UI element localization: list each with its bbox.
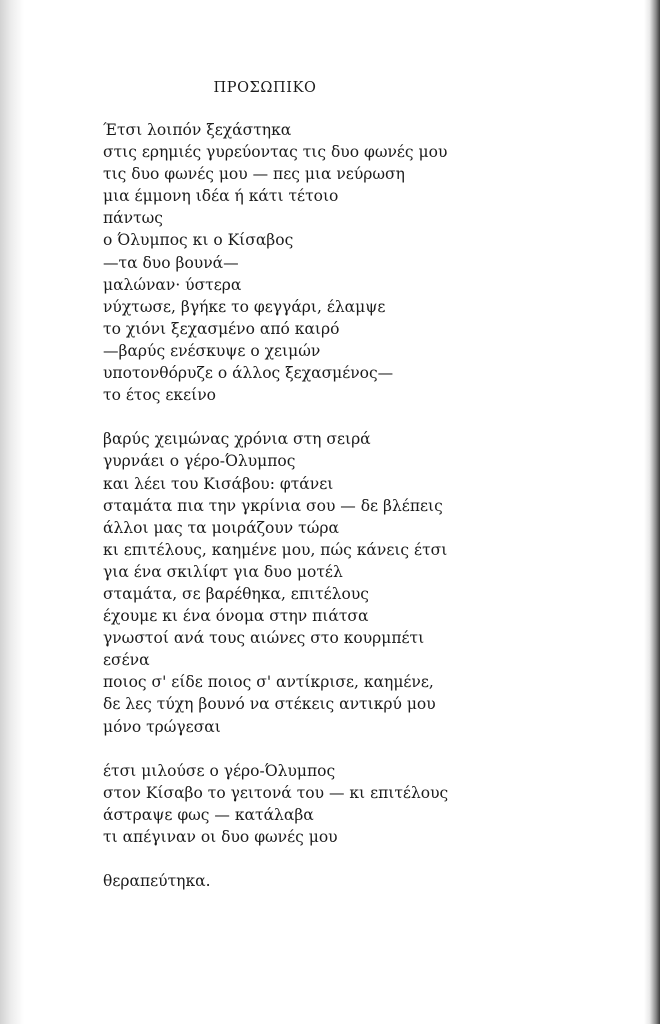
poem-line: —τα δυο βουνά— bbox=[103, 253, 239, 272]
poem-line: τις δυο φωνές μου — πες μια νεύρωση bbox=[103, 165, 405, 184]
poem-stanza bbox=[103, 119, 623, 406]
poem-line: πάντως bbox=[103, 209, 163, 228]
poem-line: —βαρύς ενέσκυψε ο χειμών bbox=[103, 341, 321, 360]
page-right-binding-edge bbox=[644, 0, 660, 1024]
poem-line: μια έμμονη ιδέα ή κάτι τέτοιο bbox=[103, 187, 339, 206]
poem-line: το χιόνι ξεχασμένο από καιρό bbox=[103, 319, 340, 338]
poem-line: γνωστοί ανά τους αιώνες στο κουρμπέτι bbox=[103, 629, 425, 648]
poem-line: δε λες τύχη βουνό να στέκεις αντικρύ μου bbox=[103, 695, 436, 714]
poem-line: κι επιτέλους, καημένε μου, πώς κάνεις έτσι bbox=[103, 540, 448, 559]
poem-stanza bbox=[103, 760, 623, 848]
page-left-shadow bbox=[0, 0, 24, 1024]
poem-stanza bbox=[103, 428, 623, 737]
poem-line: ο Όλυμπος κι ο Κίσαβος bbox=[103, 231, 294, 250]
poem-line: νύχτωσε, βγήκε το φεγγάρι, έλαμψε bbox=[103, 297, 386, 316]
poem-line: μόνο τρώγεσαι bbox=[103, 717, 221, 736]
poem-line: και λέει του Κισάβου: φτάνει bbox=[103, 474, 334, 493]
poem-line: στον Κίσαβο το γειτονά του — κι επιτέλους bbox=[103, 783, 449, 802]
poem-line: σταμάτα, σε βαρέθηκα, επιτέλους bbox=[103, 584, 369, 603]
poem-line: άστραψε φως — κατάλαβα bbox=[103, 805, 314, 824]
poem-stanza bbox=[103, 870, 623, 892]
poem-line: σταμάτα πια την γκρίνια σου — δε βλέπεις bbox=[103, 496, 443, 515]
poem-body bbox=[103, 119, 623, 892]
poem-line: υποτονθόρυζε ο άλλος ξεχασμένος— bbox=[103, 364, 394, 383]
poem-line: ποιος σ' είδε ποιος σ' αντίκρισε, καημένε, bbox=[103, 673, 434, 692]
poem-line: εσένα bbox=[103, 651, 150, 670]
poem-line: έτσι μιλούσε ο γέρο-Όλυμπος bbox=[103, 761, 336, 780]
poem-line: έχουμε κι ένα όνομα στην πιάτσα bbox=[103, 607, 369, 626]
poem-title: ΠΡΟΣΩΠΙΚΟ bbox=[213, 80, 317, 96]
poem-line: το έτος εκείνο bbox=[103, 386, 216, 405]
poem-line: στις ερημιές γυρεύοντας τις δυο φωνές μου bbox=[103, 143, 448, 162]
poem-line: για ένα σκιλίφτ για δυο μοτέλ bbox=[103, 562, 343, 581]
poem-line: μαλώναν· ύστερα bbox=[103, 275, 242, 294]
poem-line: Έτσι λοιπόν ξεχάστηκα bbox=[103, 121, 292, 139]
poem-line: τι απέγιναν οι δυο φωνές μου bbox=[103, 828, 338, 846]
poem-line: άλλοι μας τα μοιράζουν τώρα bbox=[103, 518, 339, 537]
poem-line: γυρνάει ο γέρο-Όλυμπος bbox=[103, 452, 296, 471]
poem-line: θεραπεύτηκα. bbox=[103, 872, 211, 891]
poem-line: βαρύς χειμώνας χρόνια στη σειρά bbox=[103, 430, 371, 449]
